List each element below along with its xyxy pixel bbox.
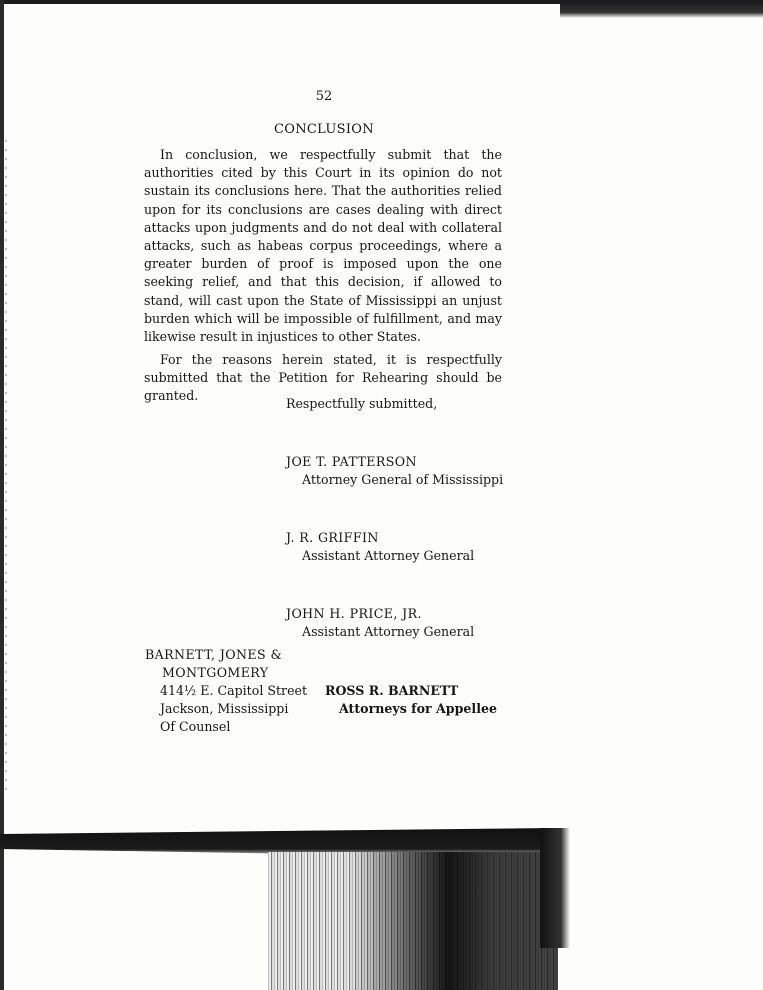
appellee-counsel-title: Attorneys for Appellee — [339, 701, 498, 716]
signatory-title: Assistant Attorney General — [302, 624, 475, 639]
closing-line: Respectfully submitted, — [286, 396, 438, 411]
appellee-counsel-name: ROSS R. BARNETT — [325, 683, 459, 698]
of-counsel-address: 414½ E. Capitol Street — [160, 683, 308, 698]
section-heading: CONCLUSION — [274, 122, 374, 137]
signatory-title: Assistant Attorney General — [302, 548, 475, 563]
of-counsel-city: Jackson, Mississippi — [160, 701, 289, 716]
of-counsel-firm: MONTGOMERY — [162, 665, 269, 680]
signatory-title: Attorney General of Mississippi — [302, 472, 504, 487]
scan-shadow-bottom-right — [540, 828, 570, 948]
signatory-name: J. R. GRIFFIN — [286, 530, 379, 545]
signatory-name: JOE T. PATTERSON — [286, 454, 417, 469]
request-paragraph: For the reasons herein stated, it is respectfully submitted that the Petition for Rehearing should be granted. — [144, 352, 502, 404]
scan-binding-marks — [5, 140, 7, 790]
document-page — [144, 0, 504, 990]
signatory-name: JOHN H. PRICE, JR. — [286, 606, 422, 621]
of-counsel-label: Of Counsel — [160, 719, 231, 734]
of-counsel-firm: BARNETT, JONES & — [145, 647, 283, 662]
page-number: 52 — [315, 89, 333, 104]
conclusion-paragraph: In conclusion, we respectfully submit that the authorities cited by this Court in its opinion do not sustain its conclusions here. That the authorities relied upon for its conclusions are cases dealing with direct attacks upon judgments and do not deal with collateral attacks, such as habeas corpus proceedings, where a greater burden of proof is imposed upon the one seeking relief, and that this decision, if allowed to stand, will cast upon the State of Mississippi an unjust burden which will be impossible of fulfillment, and may likewise result in injustices to other States. — [144, 147, 502, 345]
scan-shadow-top-right — [560, 4, 763, 18]
